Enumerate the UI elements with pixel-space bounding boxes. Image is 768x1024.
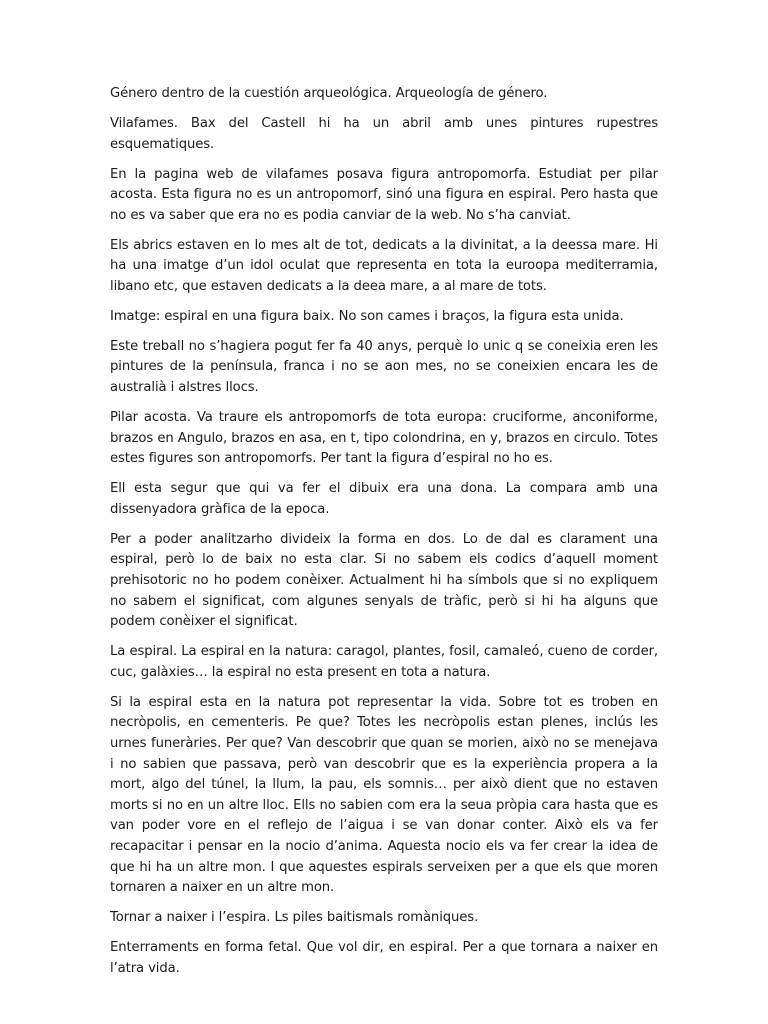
paragraph-9: Per a poder analitzarho divideix la forma en dos. Lo de dal es clarament una espiral, però lo de baix no esta clar. Si no sabem els codics d’aquell moment prehisotoric no ho podem conèixer. Actualment hi ha símbols que si no expliquem no sabem el significat, com algunes senyals de tràfic, però si hi ha alguns que podem conèixer el significat. — [110, 531, 658, 630]
paragraph-7: Pilar acosta. Va traure els antropomorfs de tota europa: cruciforme, anconiforme, brazos en Angulo, brazos en asa, en t, tipo colondrina, en y, brazos en circulo. Totes estes figures son antropomorfs. Per tant la figura d’espiral no ho es. — [110, 410, 658, 467]
paragraph-8: Ell esta segur que qui va fer el dibuix era una dona. La compara amb una dissenyadora gràfica de la epoca. — [110, 481, 658, 517]
paragraph-1: Género dentro de la cuestión arqueológica. Arqueología de género. — [110, 86, 548, 101]
document-body — [110, 84, 658, 989]
paragraph-6: Este treball no s’hagiera pogut fer fa 40 anys, perquè lo unic q se coneixia eren les pintures de la península, franca i no se aon mes, no se coneixien encara les de australià i alstres llocs. — [110, 338, 658, 396]
paragraph-11: Si la espiral esta en la natura pot representar la vida. Sobre tot es troben en necròpolis, en cementeris. Pe que? Totes les necròpolis estan plenes, inclús les urnes funeràries. Per que? Van descobrir que quan se morien, això no se menejava i no sabien que passava, però van descobrir que es la experiència propera a la mort, algo del túnel, la llum, la pau, els somnis… per això dient que no estaven morts si no en un altre lloc. Ells no sabien com era la seua pròpia cara hasta que es van poder vore en el reflejo de l’aigua i se van donar conter. Això els va fer recapacitar i pensar en la nocio d’anima. Aquesta nocio els va fer crear la idea de que hi ha un altre mon. I que aquestes espirals serveixen per a que els que moren tornaren a naixer en un altre mon. — [110, 694, 658, 896]
paragraph-10: La espiral. La espiral en la natura: caragol, plantes, fosil, camaleó, cueno de corder, cuc, galàxies… la espiral no esta present en tota a natura. — [110, 644, 658, 680]
paragraph-4: Els abrics estaven en lo mes alt de tot, dedicats a la divinitat, a la deessa mare. Hi ha una imatge d’un idol oculat que representa en tota la euroopa mediterramia, libano etc, que estaven dedicats a la deea mare, a al mare de tots. — [110, 237, 658, 294]
paragraph-12: Tornar a naixer i l’espira. Ls piles baitismals romàniques. — [110, 910, 479, 926]
paragraph-13: Enterraments en forma fetal. Que vol dir, en espiral. Per a que tornara a naixer en l’atra vida. — [110, 940, 658, 976]
paragraph-5: Imatge: espiral en una figura baix. No son cames i braços, la figura esta unida. — [110, 308, 624, 324]
paragraph-3: En la pagina web de vilafames posava figura antropomorfa. Estudiat per pilar acosta. Esta figura no es un antropomorf, sinó una figura en espiral. Pero hasta que no es va saber que era no es podia canviar de la web. No s’ha canviat. — [110, 166, 658, 223]
paragraph-2: Vilafames. Bax del Castell hi ha un abril amb unes pintures rupestres esquematiques. — [110, 115, 658, 152]
